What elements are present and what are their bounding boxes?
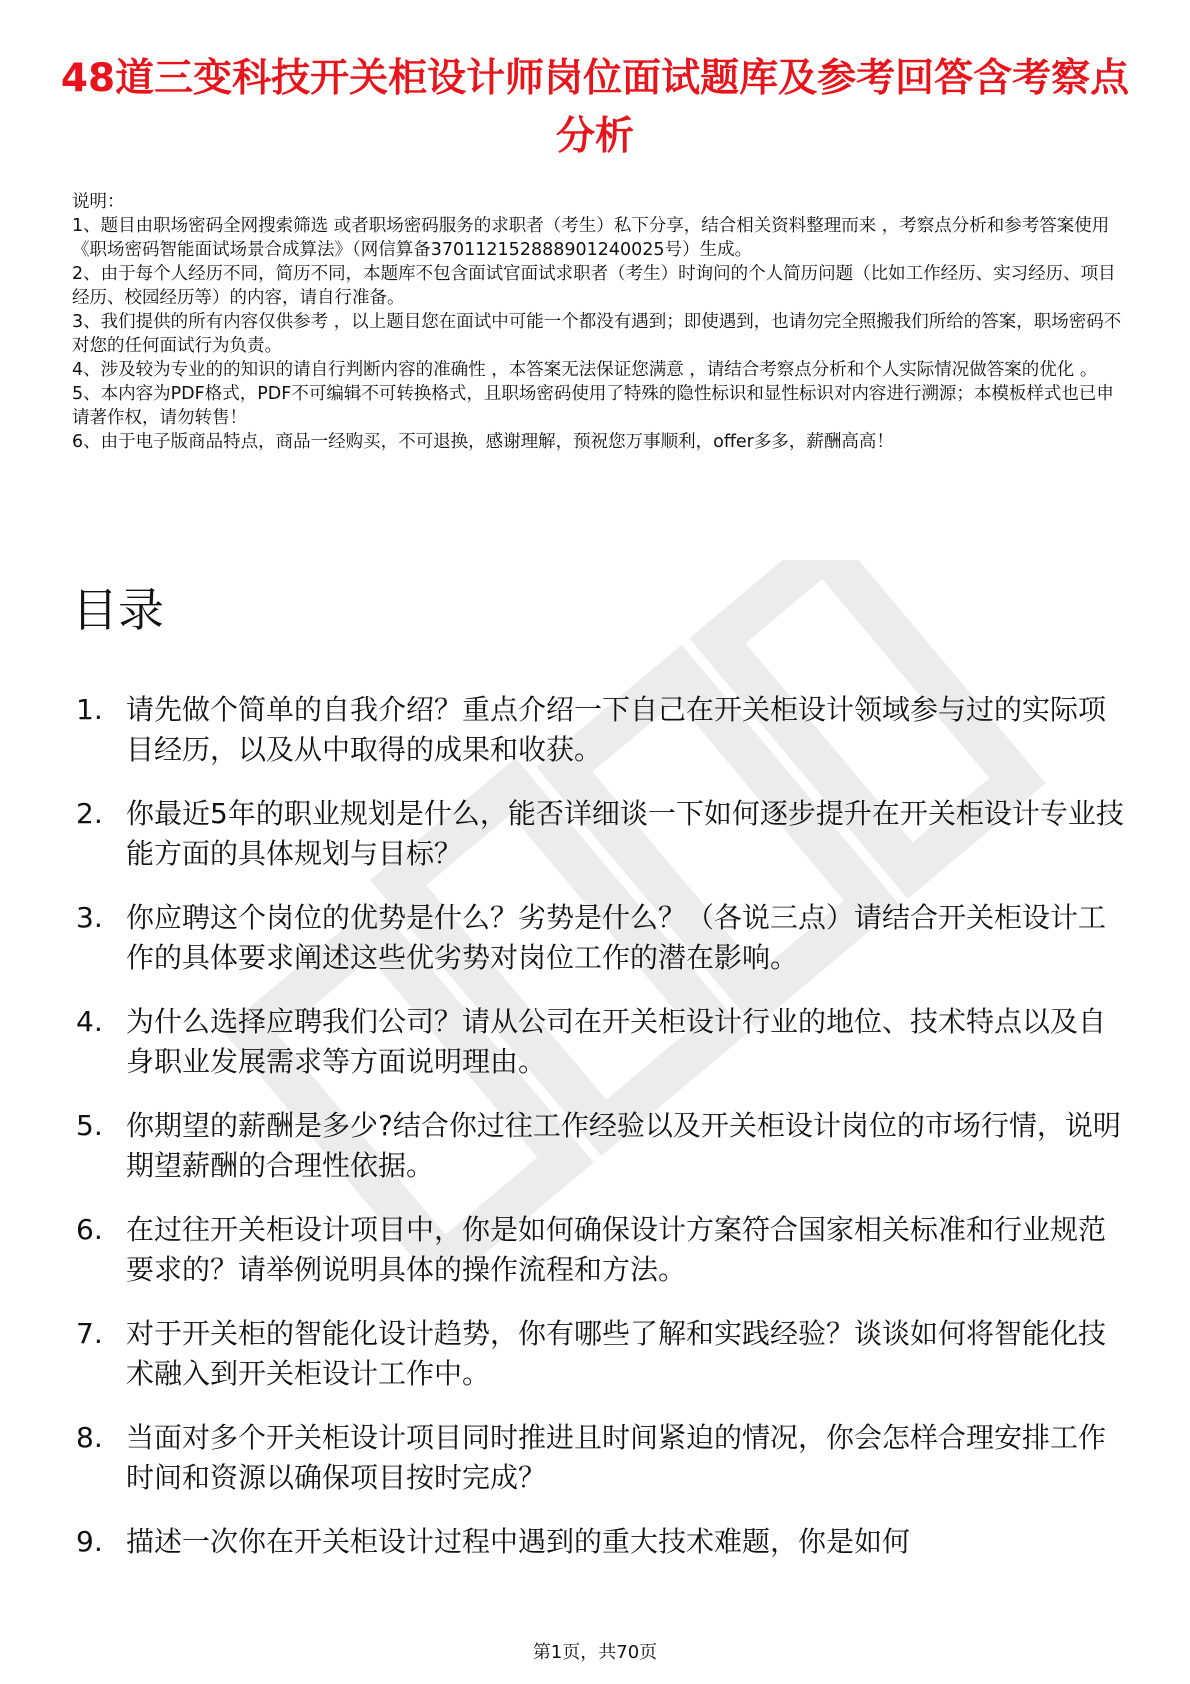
toc-item[interactable] (72, 690, 1132, 770)
toc-item-text: 对于开关柜的智能化设计趋势，你有哪些了解和实践经验？谈谈如何将智能化技术融入到开关柜设计工作中。 (126, 1317, 1107, 1390)
toc-item-number: 6. (76, 1213, 103, 1246)
toc-item[interactable] (72, 1210, 1132, 1290)
document-title: 48道三变科技开关柜设计师岗位面试题库及参考回答含考察点分析 (60, 56, 1130, 159)
toc-item-text: 当面对多个开关柜设计项目同时推进且时间紧迫的情况，你会怎样合理安排工作时间和资源以确保项目按时完成？ (126, 1421, 1107, 1494)
toc-item[interactable] (72, 1002, 1132, 1082)
toc-item-number: 8. (76, 1421, 103, 1454)
toc-item-number: 5. (76, 1109, 103, 1142)
toc-item-text: 在过往开关柜设计项目中，你是如何确保设计方案符合国家相关标准和行业规范要求的？请举例说明具体的操作流程和方法。 (126, 1213, 1107, 1286)
toc-item-number: 2. (76, 797, 103, 830)
toc-item-number: 7. (76, 1317, 103, 1350)
toc-item[interactable] (72, 898, 1132, 978)
toc-item-number: 9. (76, 1525, 103, 1558)
note-item: 4、涉及较为专业的的知识的请自行判断内容的准确性 ，本答案无法保证您满意 ，请结合考察点分析和个人实际情况做答案的优化 。 (72, 360, 1098, 380)
notes-label: 说明： (72, 192, 125, 212)
note-item: 6、由于电子版商品特点，商品一经购买，不可退换，感谢理解，预祝您万事顺利，offer多多，薪酬高高！ (72, 432, 894, 452)
note-item: 3、我们提供的所有内容仅供参考 ，以上题目您在面试中可能一个都没有遇到；即使遇到，也请勿完全照搬我们所给的答案，职场密码不对您的任何面试行为负责。 (72, 312, 1122, 356)
page-footer: 第1页，共70页 (532, 1642, 658, 1663)
toc-item-text: 你最近5年的职业规划是什么，能否详细谈一下如何逐步提升在开关柜设计专业技能方面的具体规划与目标？ (126, 797, 1124, 870)
toc-item-text: 请先做个简单的自我介绍？重点介绍一下自己在开关柜设计领域参与过的实际项目经历，以及从中取得的成果和收获。 (126, 693, 1107, 766)
toc-item[interactable] (72, 1418, 1132, 1498)
toc-item[interactable] (72, 794, 1132, 874)
toc-item-number: 1. (76, 693, 103, 726)
toc-item-text: 描述一次你在开关柜设计过程中遇到的重大技术难题，你是如何 (126, 1525, 911, 1558)
note-item: 1、题目由职场密码全网搜索筛选 或者职场密码服务的求职者（考生）私下分享，结合相关资料整理而来 ，考察点分析和参考答案使用《职场密码智能面试场景合成算法》（网信算备370112152888901240025号）生成。 (72, 216, 1110, 260)
toc-item[interactable] (72, 1522, 1132, 1562)
toc-item-number: 4. (76, 1005, 103, 1038)
toc-item[interactable] (72, 1106, 1132, 1186)
note-item: 2、由于每个人经历不同，简历不同，本题库不包含面试官面试求职者（考生）时询问的个人简历问题（比如工作经历、实习经历、项目经历、校园经历等）的内容，请自行准备。 (72, 264, 1116, 308)
toc-list (72, 690, 1132, 1586)
toc-item-text: 为什么选择应聘我们公司？请从公司在开关柜设计行业的地位、技术特点以及自身职业发展需求等方面说明理由。 (126, 1005, 1107, 1078)
toc-item-text: 你期望的薪酬是多少?结合你过往工作经验以及开关柜设计岗位的市场行情，说明期望薪酬的合理性依据。 (126, 1109, 1121, 1182)
toc-item-number: 3. (76, 901, 103, 934)
notes-section (72, 190, 1122, 454)
toc-item[interactable] (72, 1314, 1132, 1394)
toc-item-text: 你应聘这个岗位的优势是什么？劣势是什么？（各说三点）请结合开关柜设计工作的具体要求阐述这些优劣势对岗位工作的潜在影响。 (126, 901, 1107, 974)
note-item: 5、本内容为PDF格式，PDF不可编辑不可转换格式，且职场密码使用了特殊的隐性标识和显性标识对内容进行溯源；本模板样式也已申请著作权，请勿转售！ (72, 384, 1114, 428)
toc-heading: 目录 (72, 583, 164, 637)
